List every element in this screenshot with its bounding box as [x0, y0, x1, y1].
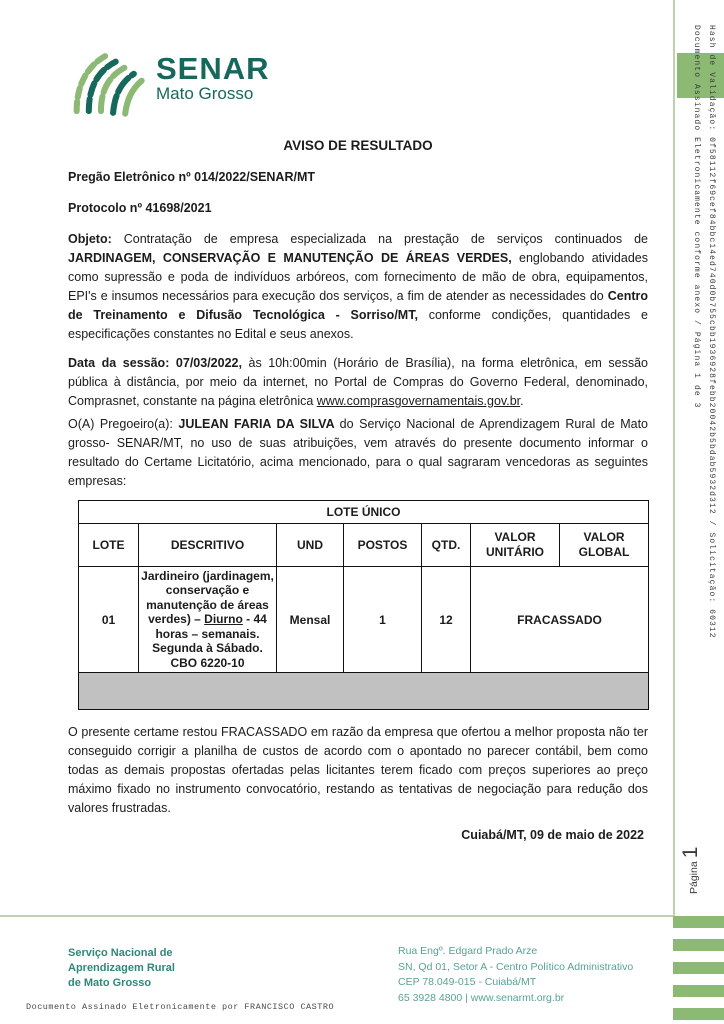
pregoeiro-text-2: do Serviço Nacional de Aprendizagem Rural de Mato grosso- SENAR/MT, no uso de suas atribuições, vem através do presente documento informar o resultado do Certame Licitatório, acima mencionado, para o qual sagraram vencedoras as seguintes empresas: [68, 417, 649, 488]
col-header-valor-unitario: VALOR UNITÁRIO [471, 524, 560, 567]
senar-leaf-icon [68, 40, 146, 118]
col-header-valor-global: VALOR GLOBAL [560, 524, 649, 567]
footer-divider [0, 915, 673, 917]
cell-postos: 1 [344, 567, 422, 673]
descritivo-text-post: - 44 horas – semanais. Segunda à Sábado. CBO 6220-10 [152, 612, 267, 670]
green-stripes-decoration [673, 916, 724, 1024]
objeto-bold-1: JARDINAGEM, CONSERVAÇÃO E MANUTENÇÃO DE ÁREAS VERDES, [68, 251, 520, 265]
descritivo-text-pre: Jardineiro (jardinagem, conservação e manutenção de áreas verdes) – [141, 568, 274, 627]
footer-address [398, 944, 633, 1006]
cell-qtd: 12 [422, 567, 471, 673]
page-number: 1 [679, 846, 702, 859]
objeto-text-3: conforme condições, quantidades e especificações constantes no Edital e seus anexos. [68, 308, 648, 341]
cell-und: Mensal [277, 567, 344, 673]
table-caption: LOTE ÚNICO [79, 501, 649, 524]
footer-address-line-3: CEP 78.049-015 - Cuiabá/MT [398, 976, 537, 988]
cell-descritivo [139, 567, 277, 673]
result-table [78, 500, 649, 710]
comprasnet-link[interactable]: www.comprasgovernamentais.gov.br [316, 394, 521, 408]
validation-hash-text: Hash de Validação: 0f58112f69cef84bbc14ed740d0b755cbb1936928febb20042b5bdab5932d312 / Solicitação: 60312 [707, 25, 716, 639]
footer-org-line-3: de Mato Grosso [68, 977, 152, 989]
page-title: AVISO DE RESULTADO [283, 138, 433, 153]
pregao-number-line: Pregão Eletrônico nº 014/2022/SENAR/MT [68, 170, 316, 184]
logo-brand-text: SENAR [156, 51, 270, 86]
pregoeiro-text-1: O(A) Pregoeiro(a): [68, 417, 179, 431]
footer-org-line-2: Aprendizagem Rural [68, 962, 175, 974]
table-empty-gray-row [79, 673, 649, 710]
session-date-paragraph [68, 354, 648, 411]
cell-lote: 01 [79, 567, 139, 673]
table-header-row [79, 524, 649, 567]
senar-logo [68, 40, 648, 118]
objeto-paragraph [68, 230, 648, 344]
session-text-2: . [520, 394, 524, 408]
protocol-number-line: Protocolo nº 41698/2021 [68, 201, 212, 215]
logo-region-text: Mato Grosso [156, 84, 254, 103]
col-header-und: UND [277, 524, 344, 567]
sidebar-divider [673, 0, 675, 1024]
col-header-qtd: QTD. [422, 524, 471, 567]
objeto-text-1: Contratação de empresa especializada na prestação de serviços continuados de [123, 232, 649, 246]
pregoeiro-paragraph [68, 415, 648, 491]
date-place-line: Cuiabá/MT, 09 de maio de 2022 [461, 828, 644, 842]
pregoeiro-name: JULEAN FARIA DA SILVA [178, 417, 340, 431]
col-header-lote: LOTE [79, 524, 139, 567]
footer-website-line: 65 3928 4800 | www.senarmt.org.br [398, 991, 565, 1004]
result-paragraph: O presente certame restou FRACASSADO em razão da empresa que ofertou a melhor proposta não ter conseguido corrigir a planilha de custos de acordo com o apontado no parecer contábil, bem como todas as demais propostas ofertadas pelas licitantes terem ficado com preços superiores ao preço máximo fixado no instrumento convocatório, restando as tentativas de negociação para redução dos valores frustradas. [68, 725, 648, 815]
table-caption-row [79, 501, 649, 524]
objeto-text-2: englobando atividades como supressão e poda de indivíduos arbóreos, com fornecimento de mão de obra, equipamentos, EPI's e insumos necessários para execução dos serviços, a fim de atender as necessidades do [68, 251, 648, 303]
signed-by-line: Documento Assinado Eletronicamente por FRANCISCO CASTRO [26, 1002, 335, 1012]
session-text-1: às 10h:00min (Horário de Brasília), na forma eletrônica, em sessão pública à distância, por meio da internet, no Portal de Compras do Governo Federal, denominado, Comprasnet, constante na página eletrônica [68, 356, 648, 408]
signature-note-text: Documento Assinado Eletronicamente conforme anexo / Página 1 de 3 [692, 25, 701, 409]
table-row [79, 567, 649, 673]
cell-resultado: FRACASSADO [471, 567, 649, 673]
footer-address-line-1: Rua Engº. Edgard Prado Arze [398, 945, 538, 957]
objeto-bold-2: Centro de Treinamento e Difusão Tecnológica - Sorriso/MT, [68, 289, 648, 322]
session-date-label: Data da sessão: 07/03/2022, [68, 356, 249, 370]
col-header-postos: POSTOS [344, 524, 422, 567]
objeto-label: Objeto: [68, 232, 124, 246]
footer-org-name [68, 946, 175, 991]
footer-org-line-1: Serviço Nacional de [68, 947, 173, 959]
gray-row-cell [79, 673, 649, 710]
descritivo-underlined: Diurno [204, 612, 243, 627]
col-header-descritivo: DESCRITIVO [139, 524, 277, 567]
page-word: Página [688, 861, 700, 894]
page-number-label [679, 847, 703, 894]
footer-address-line-2: SN, Qd 01, Setor A - Centro Político Administrativo [398, 960, 634, 973]
